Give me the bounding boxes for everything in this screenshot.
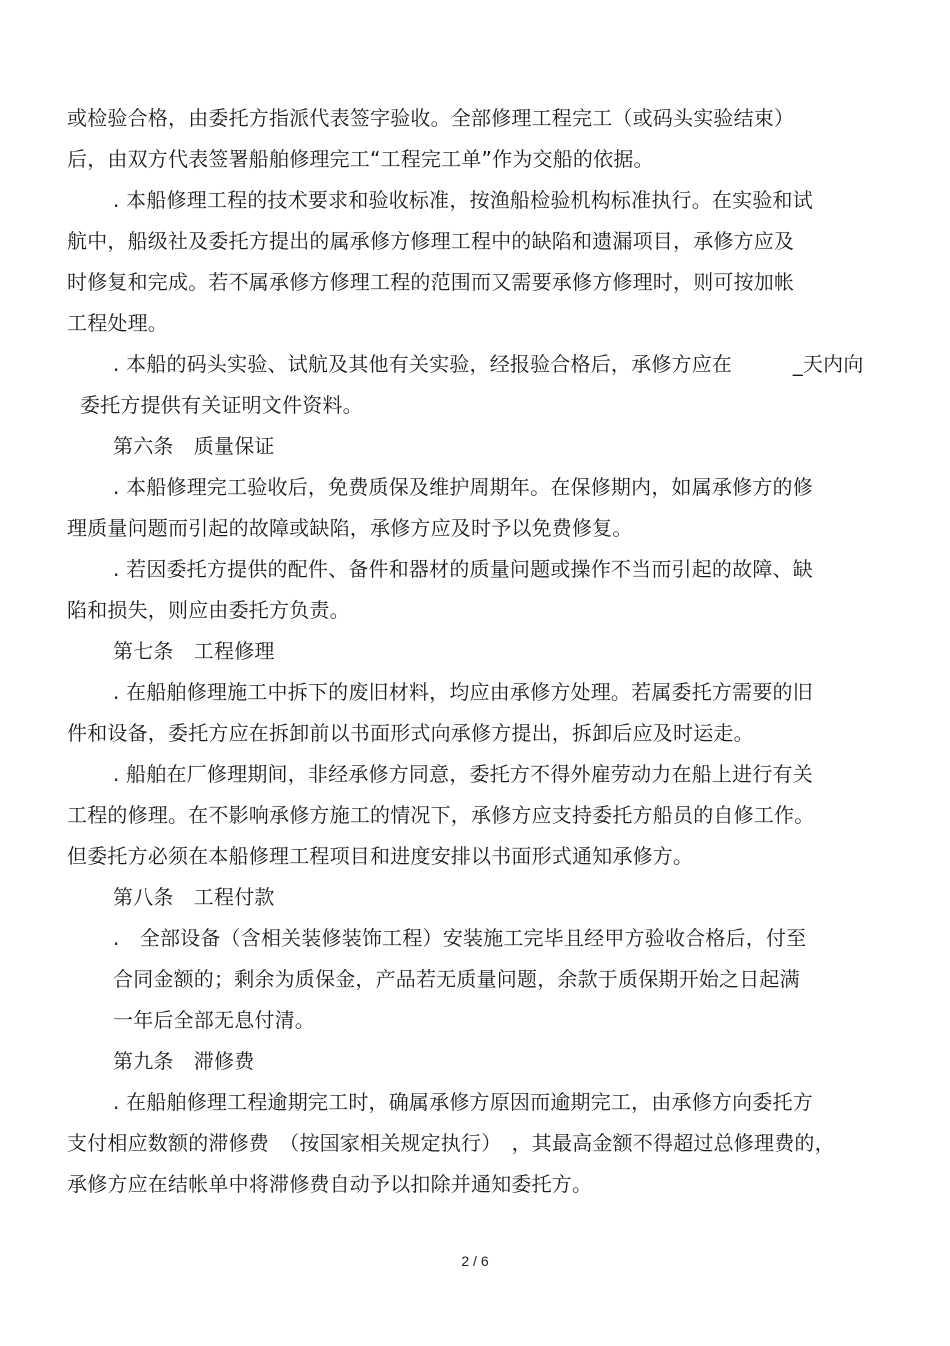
section-heading: 第七条 工程修理: [113, 639, 275, 663]
body-line: 支付相应数额的滞修费 （按国家相关规定执行） ，其最高金额不得超过总修理费的，: [67, 1131, 835, 1155]
body-line: 件和设备，委托方应在拆卸前以书面形式向承修方提出，拆卸后应及时运走。: [67, 721, 754, 745]
body-line: . 若因委托方提供的配件、备件和器材的质量问题或操作不当而引起的故障、缺: [113, 557, 813, 581]
body-line: . 本船的码头实验、试航及其他有关实验，经报验合格后，承修方应在 _天内向: [113, 352, 864, 376]
body-line: 理质量问题而引起的故障或缺陷，承修方应及时予以免费修复。: [67, 516, 633, 540]
section-heading: 第六条 质量保证: [113, 434, 275, 458]
body-line: 但委托方必须在本船修理工程项目和进度安排以书面形式通知承修方。: [67, 844, 694, 868]
body-line: 承修方应在结帐单中将滞修费自动予以扣除并通知委托方。: [67, 1172, 593, 1196]
body-line: . 本船修理工程的技术要求和验收标准，按渔船检验机构标准执行。在实验和试: [113, 188, 813, 212]
body-line: 后，由双方代表签署船舶修理完工“工程完工单”作为交船的依据。: [67, 147, 654, 171]
body-line: . 在船舶修理工程逾期完工时，确属承修方原因而逾期完工，由承修方向委托方: [113, 1090, 813, 1114]
body-line: 陷和损失，则应由委托方负责。: [67, 598, 350, 622]
body-line: . 本船修理完工验收后，免费质保及维护周期年。在保修期内，如属承修方的修: [113, 475, 813, 499]
body-line: 委托方提供有关证明文件资料。: [80, 393, 363, 417]
body-line: 合同金额的；剩余为质保金，产品若无质量问题，余款于质保期开始之日起满: [113, 967, 800, 991]
body-line: 航中，船级社及委托方提出的属承修方修理工程中的缺陷和遗漏项目，承修方应及: [67, 229, 795, 253]
section-heading: 第八条 工程付款: [113, 885, 275, 909]
body-line: . 在船舶修理施工中拆下的废旧材料，均应由承修方处理。若属委托方需要的旧: [113, 680, 813, 704]
body-line: . 全部设备（含相关装修装饰工程）安装施工完毕且经甲方验收合格后，付至: [113, 926, 807, 950]
body-line: . 船舶在厂修理期间，非经承修方同意，委托方不得外雇劳动力在船上进行有关: [113, 762, 813, 786]
section-heading: 第九条 滞修费: [113, 1049, 255, 1073]
body-line: 时修复和完成。若不属承修方修理工程的范围而又需要承修方修理时，则可按加帐: [67, 270, 795, 294]
page-number: 2 / 6: [461, 1253, 489, 1269]
body-line: 工程处理。: [67, 311, 168, 335]
body-line: 工程的修理。在不影响承修方施工的情况下，承修方应支持委托方船员的自修工作。: [67, 803, 815, 827]
body-line: 一年后全部无息付清。: [113, 1008, 315, 1032]
body-line: 或检验合格，由委托方指派代表签字验收。全部修理工程完工（或码头实验结束）: [67, 106, 795, 130]
